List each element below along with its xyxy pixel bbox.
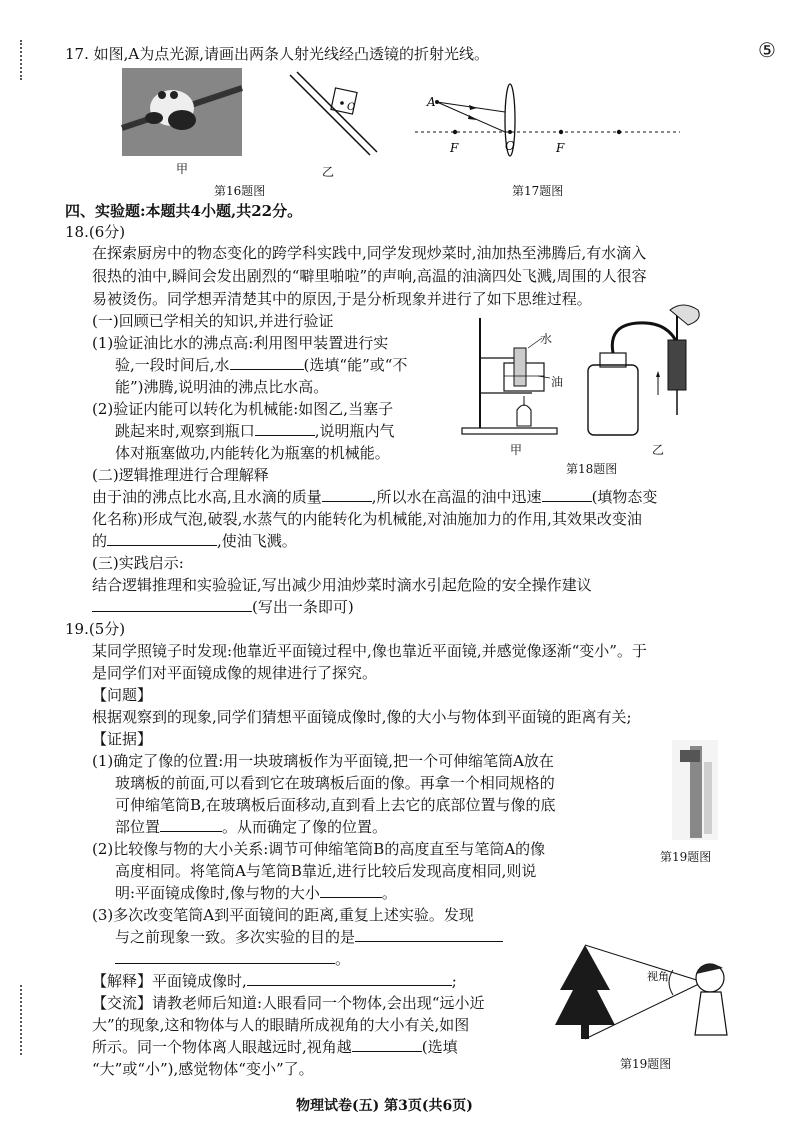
- fig16-panda-photo: [122, 68, 242, 156]
- q19-e3a: (3)多次改变笔筒A到平面镜间的距离,重复上述实验。发现: [92, 906, 474, 924]
- fig16-o-label: O: [347, 102, 356, 113]
- q19-number: 19.(5分): [65, 620, 126, 638]
- fig17-label-f1: F: [450, 141, 459, 155]
- q19-e3b: 与之前现象一致。多次实验的目的是: [115, 927, 503, 947]
- q18-intro-1: 在探索厨房中的物态变化的跨学科实践中,同学发现炒菜时,油加热至沸腾后,有水滴入: [92, 244, 647, 262]
- q19-blank-6[interactable]: [352, 1037, 422, 1052]
- fig19-caption-a: 第19题图: [660, 850, 712, 864]
- q19-jl-3: 所示。同一个物体离人眼越远时,视角越 (选填: [92, 1038, 458, 1056]
- q18-reason-1: 由于油的沸点比水高,且水滴的质量 ,所以水在高温的油中迅速 (填物态变: [92, 488, 658, 506]
- fig17-lens-diagram: [415, 80, 680, 160]
- fig17-label-o: O: [505, 139, 515, 153]
- q18-suggest-2: (写出一条即可): [92, 597, 354, 617]
- q19-blank-3[interactable]: [355, 927, 503, 942]
- section4-title: 四、实验题:本题共4小题,共22分。: [65, 202, 303, 220]
- fig18-label-jia: 甲: [510, 443, 523, 457]
- q19-blank-2[interactable]: [320, 883, 382, 898]
- q19-blank-5[interactable]: [247, 971, 452, 986]
- q19-e3c: 。: [115, 949, 350, 969]
- page-footer: 物理试卷(五) 第3页(共6页): [296, 1098, 473, 1114]
- q19-jl-2: 大”的现象,这和物体与人的眼睛所成视角的大小有关,如图: [92, 1016, 470, 1034]
- q18-blank-1[interactable]: [230, 355, 304, 370]
- q19-blank-4[interactable]: [115, 949, 335, 964]
- q18-blank-2[interactable]: [255, 421, 315, 436]
- page-corner-mark: ⑤: [758, 38, 776, 62]
- fig19-view-angle-diagram: [555, 940, 735, 1050]
- q19-jl-1: 【交流】请教老师后知道:人眼看同一个物体,会出现“远小近: [92, 994, 485, 1012]
- fig17-label-a: A: [427, 95, 436, 109]
- fig19-caption-b: 第19题图: [620, 1057, 672, 1071]
- q19-guess: 根据观察到的现象,同学们猜想平面镜成像时,像的大小与物体到平面镜的距离有关;: [92, 708, 632, 726]
- fig18-yi-apparatus: [578, 305, 718, 440]
- fig19-view-angle-label: 视角: [647, 970, 669, 983]
- fig17-caption: 第17题图: [512, 184, 564, 198]
- q19-e1a: (1)确定了像的位置:用一块玻璃板作为平面镜,把一个可伸缩笔筒A放在: [92, 752, 554, 770]
- binding-margin-bottom: [20, 985, 24, 1055]
- q18-p2b: 跳起来时,观察到瓶口 ,说明瓶内气: [115, 422, 395, 440]
- fig18-label-yi: 乙: [652, 443, 665, 457]
- q17-text: 17. 如图,A为点光源,请画出两条人射光线经凸透镜的折射光线。: [65, 45, 489, 63]
- fig18-caption: 第18题图: [566, 462, 618, 476]
- q19-wenti: 【问题】: [92, 686, 153, 704]
- q19-e2b: 高度相同。将笔筒A与笔筒B靠近,进行比较后发现高度相同,则说: [115, 862, 537, 880]
- fig18-label-water: 水: [540, 332, 553, 346]
- fig16-mirror-diagram: [285, 70, 375, 160]
- q19-e1b: 玻璃板的前面,可以看到它在玻璃板后面的像。再拿一个相同规格的: [115, 774, 555, 792]
- q19-e2c: 明:平面镜成像时,像与物的大小 。: [115, 884, 397, 902]
- q18-part1: (一)回顾已学相关的知识,并进行验证: [92, 312, 334, 330]
- q18-number: 18.(6分): [65, 223, 126, 241]
- q19-jieshi: 【解释】平面镜成像时, ;: [92, 972, 457, 990]
- q18-p2c: 体对瓶塞做功,内能转化为瓶塞的机械能。: [115, 444, 390, 462]
- q18-part2: (二)逻辑推理进行合理解释: [92, 466, 269, 484]
- q18-suggest-1: 结合逻辑推理和实验验证,写出减少用油炒菜时滴水引起危险的安全操作建议: [92, 576, 592, 594]
- q18-blank-5[interactable]: [107, 531, 217, 546]
- binding-margin-top: [20, 40, 24, 80]
- q19-intro-2: 是同学们对平面镜成像的规律进行了探究。: [92, 664, 378, 682]
- q19-e2a: (2)比较像与物的大小关系:调节可伸缩笔筒B的高度直至与笔筒A的像: [92, 840, 546, 858]
- fig18-label-oil: 油: [551, 375, 564, 389]
- q18-reason-2: 化名称)形成气泡,破裂,水蒸气的内能转化为机械能,对油施加力的作用,其效果改变油: [92, 510, 642, 528]
- q18-part3: (三)实践启示:: [92, 554, 184, 572]
- q18-blank-6[interactable]: [92, 597, 252, 612]
- q18-p1a: (1)验证油比水的沸点高:利用图甲装置进行实: [92, 334, 389, 352]
- q18-blank-3[interactable]: [322, 487, 372, 502]
- q19-e1c: 可伸缩笔筒B,在玻璃板后面移动,直到看上去它的底部位置与像的底: [115, 796, 556, 814]
- q18-p1b: 验,一段时间后,水 (选填“能”或“不: [115, 356, 408, 374]
- q19-blank-1[interactable]: [160, 817, 222, 832]
- q18-blank-4[interactable]: [542, 487, 592, 502]
- q18-intro-3: 易被烫伤。同学想弄清楚其中的原因,于是分析现象并进行了如下思维过程。: [92, 290, 592, 308]
- q18-p1c: 能”)沸腾,说明油的沸点比水高。: [115, 378, 329, 396]
- fig16-caption: 第16题图: [214, 184, 266, 198]
- q19-zhengju: 【证据】: [92, 730, 153, 748]
- q19-jl-4: “大”或“小”),感觉物体“变小”了。: [92, 1060, 314, 1078]
- q18-intro-2: 很热的油中,瞬间会发出剧烈的“噼里啪啦”的声响,高温的油滴四处飞溅,周围的人很容: [92, 267, 647, 285]
- q18-reason-3: 的 ,使油飞溅。: [92, 532, 297, 550]
- fig16-label-jia: 甲: [176, 162, 189, 176]
- q19-e1d: 部位置 。从而确定了像的位置。: [115, 818, 388, 836]
- fig16-label-yi: 乙: [322, 165, 335, 179]
- q18-p2a: (2)验证内能可以转化为机械能:如图乙,当塞子: [92, 400, 394, 418]
- fig19-pen-holder-photo: [672, 740, 718, 840]
- q19-intro-1: 某同学照镜子时发现:他靠近平面镜过程中,像也靠近平面镜,并感觉像逐渐“变小”。于: [92, 642, 647, 660]
- fig17-label-f2: F: [556, 141, 565, 155]
